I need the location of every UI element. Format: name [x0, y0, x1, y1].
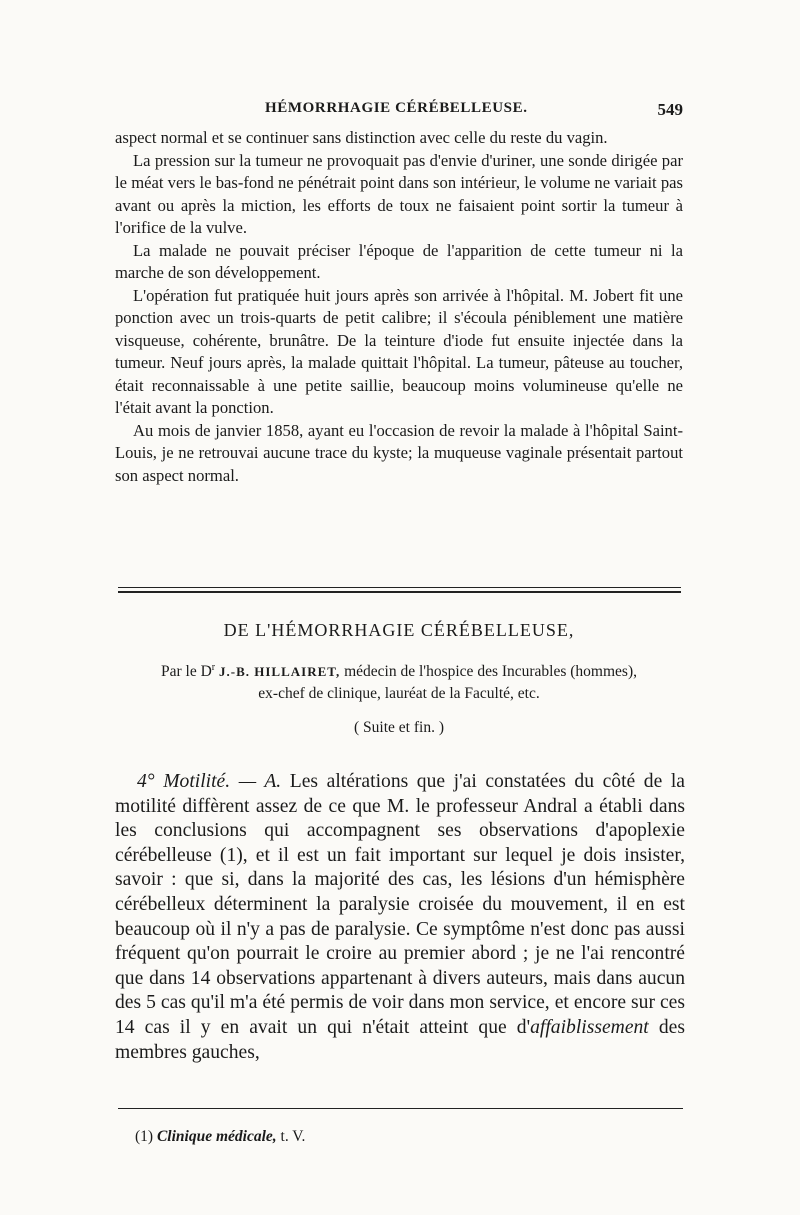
- footnote: [135, 1128, 305, 1146]
- article-heading: [115, 620, 683, 737]
- section-divider: [118, 591, 681, 593]
- paragraph: [115, 770, 685, 1065]
- article-title: DE L'HÉMORRHAGIE CÉRÉBELLEUSE,: [223, 620, 575, 640]
- section-label: 4° Motilité. — A.: [137, 771, 282, 792]
- footnote-divider: [118, 1108, 683, 1109]
- article-body: [115, 770, 685, 1065]
- body-text-end: des membres gauches,: [115, 1016, 685, 1063]
- footnote-marker: (1): [135, 1128, 157, 1145]
- previous-article-text: [115, 127, 683, 487]
- continuation-note: ( Suite et fin. ): [354, 719, 444, 737]
- paragraph: Au mois de janvier 1858, ayant eu l'occasion de revoir la malade à l'hôpital Saint-Louis, je ne retrouvai aucune trace du kyste; la muqueuse vaginale présentait partout son aspect normal.: [115, 420, 683, 485]
- byline-rest: médecin de l'hospice des Incurables (hommes),: [340, 663, 637, 681]
- footnote-work: Clinique médicale,: [156, 1128, 277, 1145]
- paragraph: La pression sur la tumeur ne provoquait pas d'envie d'uriner, une sonde dirigée par le méat vers le bas-fond ne pénétrait point dans son intérieur, le volume ne variait pas avant ou après la miction, les efforts de toux ne faisaient point sortir la tumeur à l'orifice de la vulve.: [115, 150, 683, 237]
- paragraph: L'opération fut pratiquée huit jours après son arrivée à l'hôpital. M. Jobert fit une ponction avec un trois-quarts de petit calibre; il s'écoula péniblement une matière visqueuse, cohérente, brunâtre. De la teinture d'iode fut ensuite injectée dans la tumeur. Neuf jours après, la malade quittait l'hôpital. La tumeur, pâteuse au toucher, était reconnaissable à une petite saillie, beaucoup moins volumineuse qu'elle ne l'était avant la ponction.: [115, 285, 683, 417]
- body-text: Les altérations que j'ai constatées du côté de la motilité diffèrent assez de ce que M. le professeur Andral a établi dans les conclusions qui accompagnent ses observations d'apoplexie cérébelleuse (1), et il est un fait important sur lequel je dois insister, savoir : que si, dans la majorité des cas, les lésions d'un hémisphère cérébelleux déterminent la paralysie croisée du mouvement, il en est beaucoup où il n'y a pas de paralysie. Ce symptôme n'est donc pas aussi fréquent qu'on pourrait le croire au premier abord ; je ne l'ai rencontré que dans 14 observations appartenant à divers auteurs, mais dans aucun des 5 cas qu'il m'a été permis de voir dans mon service, et encore sur ces 14 cas il y en avait un qui n'était atteint que d': [115, 771, 685, 1038]
- running-head-title: HÉMORRHAGIE CÉRÉBELLEUSE.: [265, 100, 528, 116]
- page-number: 549: [657, 100, 683, 119]
- byline-prefix: Par le D: [160, 663, 212, 681]
- byline: [115, 657, 683, 705]
- section-divider: [118, 587, 681, 588]
- author-name: J.-B. HILLAIRET,: [219, 664, 341, 680]
- footnote-volume: t. V.: [276, 1128, 306, 1145]
- running-head: [115, 100, 683, 122]
- paragraph: aspect normal et se continuer sans distinction avec celle du reste du vagin.: [115, 128, 608, 147]
- paragraph: La malade ne pouvait préciser l'époque de l'apparition de cette tumeur ni la marche de son développement.: [115, 240, 683, 282]
- byline-sup: r: [211, 662, 216, 673]
- emphasis: affaiblissement: [530, 1016, 649, 1038]
- byline-line2: ex-chef de clinique, lauréat de la Faculté, etc.: [258, 685, 540, 703]
